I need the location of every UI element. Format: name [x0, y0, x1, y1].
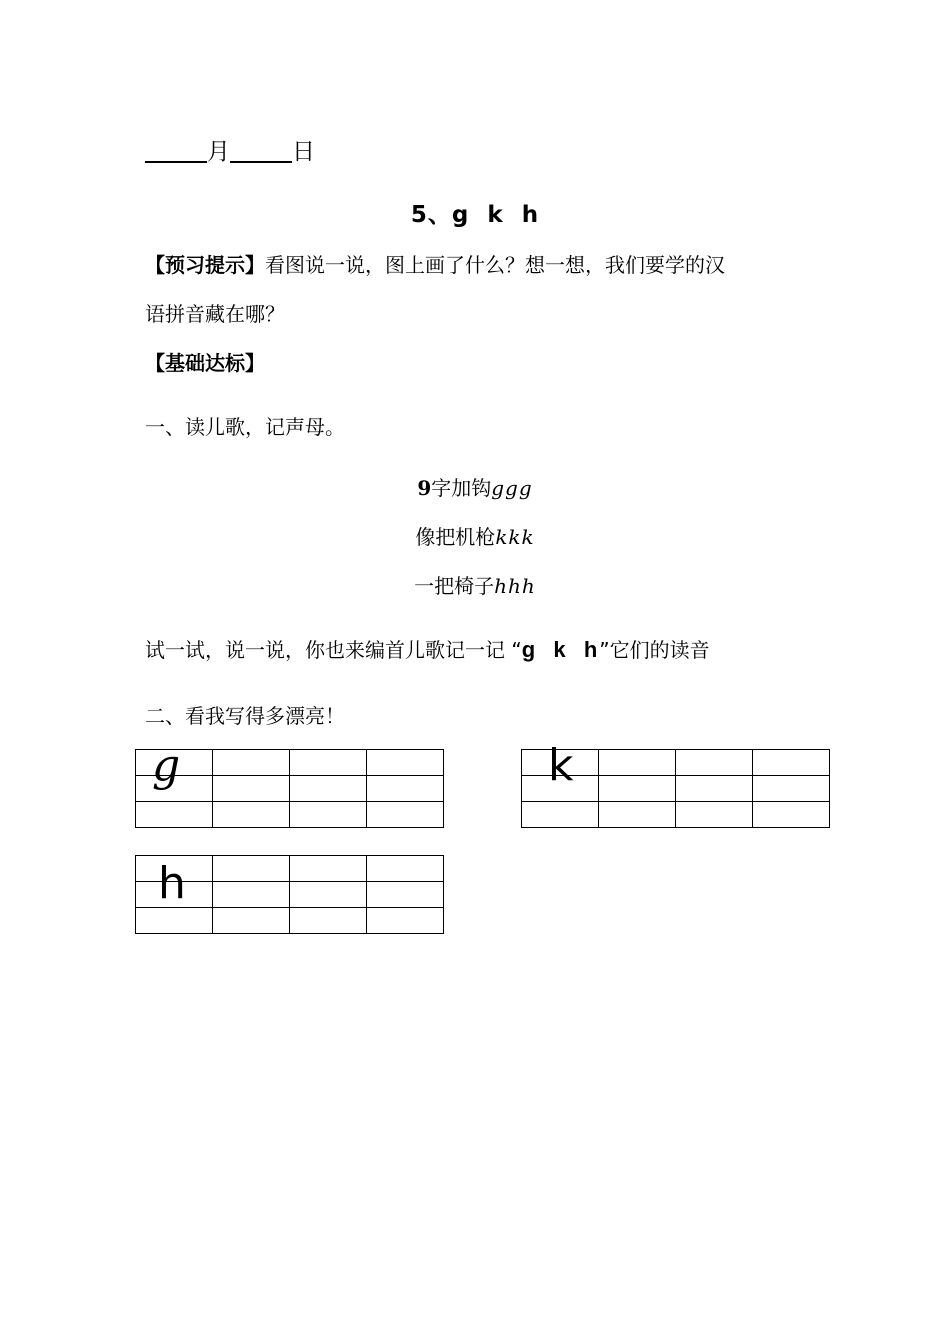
grid-cell[interactable] — [522, 802, 599, 828]
poem-line-2 — [0, 522, 950, 552]
grid-cell[interactable] — [213, 856, 290, 882]
grid-cell[interactable] — [599, 776, 676, 802]
grid-cell[interactable] — [290, 802, 367, 828]
grid-cell[interactable] — [136, 908, 213, 934]
grid-cell[interactable] — [367, 750, 444, 776]
grid-cell[interactable] — [676, 802, 753, 828]
section1-heading: 一、读儿歌，记声母。 — [145, 415, 345, 439]
grid-cell[interactable] — [213, 882, 290, 908]
poem-text-3: 一把椅子 — [414, 574, 495, 598]
grid-cell[interactable] — [599, 802, 676, 828]
date-line — [145, 134, 315, 170]
grid-cell[interactable] — [367, 908, 444, 934]
grid-letter-h: h — [158, 858, 186, 909]
grid-cell[interactable] — [290, 882, 367, 908]
grid-cell[interactable] — [367, 802, 444, 828]
try-letters: g k h — [521, 637, 600, 662]
grid-cell[interactable] — [290, 750, 367, 776]
section2-heading: 二、看我写得多漂亮！ — [145, 704, 345, 728]
writing-grid-g — [135, 749, 444, 828]
try-suffix: ”它们的读音 — [599, 638, 710, 662]
poem-text-2: 像把机枪 — [415, 525, 496, 549]
try-prefix: 试一试，说一说，你也来编首儿歌记一记 “ — [145, 638, 522, 662]
poem-script-1: ggg — [491, 476, 533, 500]
preview-label: 【预习提示】 — [145, 253, 265, 277]
grid-cell[interactable] — [753, 776, 830, 802]
grid-cell[interactable] — [753, 802, 830, 828]
poem-line-1 — [0, 473, 950, 503]
poem-text-1: 字加钩 — [431, 476, 492, 500]
grid-cell[interactable] — [367, 856, 444, 882]
grid-cell[interactable] — [676, 750, 753, 776]
month-blank[interactable] — [145, 135, 207, 163]
preview-line-2: 语拼音藏在哪？ — [145, 302, 285, 326]
grid-cell[interactable] — [367, 776, 444, 802]
grid-cell[interactable] — [599, 750, 676, 776]
poem-line-3 — [0, 571, 950, 601]
day-blank[interactable] — [230, 135, 292, 163]
grid-cell[interactable] — [136, 802, 213, 828]
grid-cell[interactable] — [676, 776, 753, 802]
lesson-title: 5、g k h — [410, 202, 540, 228]
grid-letter-g: g — [152, 740, 181, 791]
poem-number: 9 — [417, 476, 432, 500]
grid-cell[interactable] — [213, 908, 290, 934]
grid-cell[interactable] — [213, 776, 290, 802]
basics-label: 【基础达标】 — [145, 351, 265, 375]
poem-script-2: kkk — [495, 525, 535, 549]
preview-line-1 — [145, 250, 725, 280]
grid-cell[interactable] — [753, 750, 830, 776]
grid-cell[interactable] — [213, 802, 290, 828]
try-line — [145, 635, 710, 665]
grid-cell[interactable] — [290, 856, 367, 882]
grid-letter-k: k — [548, 740, 574, 791]
grid-cell[interactable] — [290, 776, 367, 802]
poem-script-3: hhh — [494, 574, 536, 598]
grid-cell[interactable] — [213, 750, 290, 776]
day-label: 日 — [292, 139, 315, 165]
grid-cell[interactable] — [367, 882, 444, 908]
grid-cell[interactable] — [290, 908, 367, 934]
preview-text-1: 看图说一说，图上画了什么？想一想，我们要学的汉 — [265, 253, 725, 277]
month-label: 月 — [207, 139, 230, 165]
